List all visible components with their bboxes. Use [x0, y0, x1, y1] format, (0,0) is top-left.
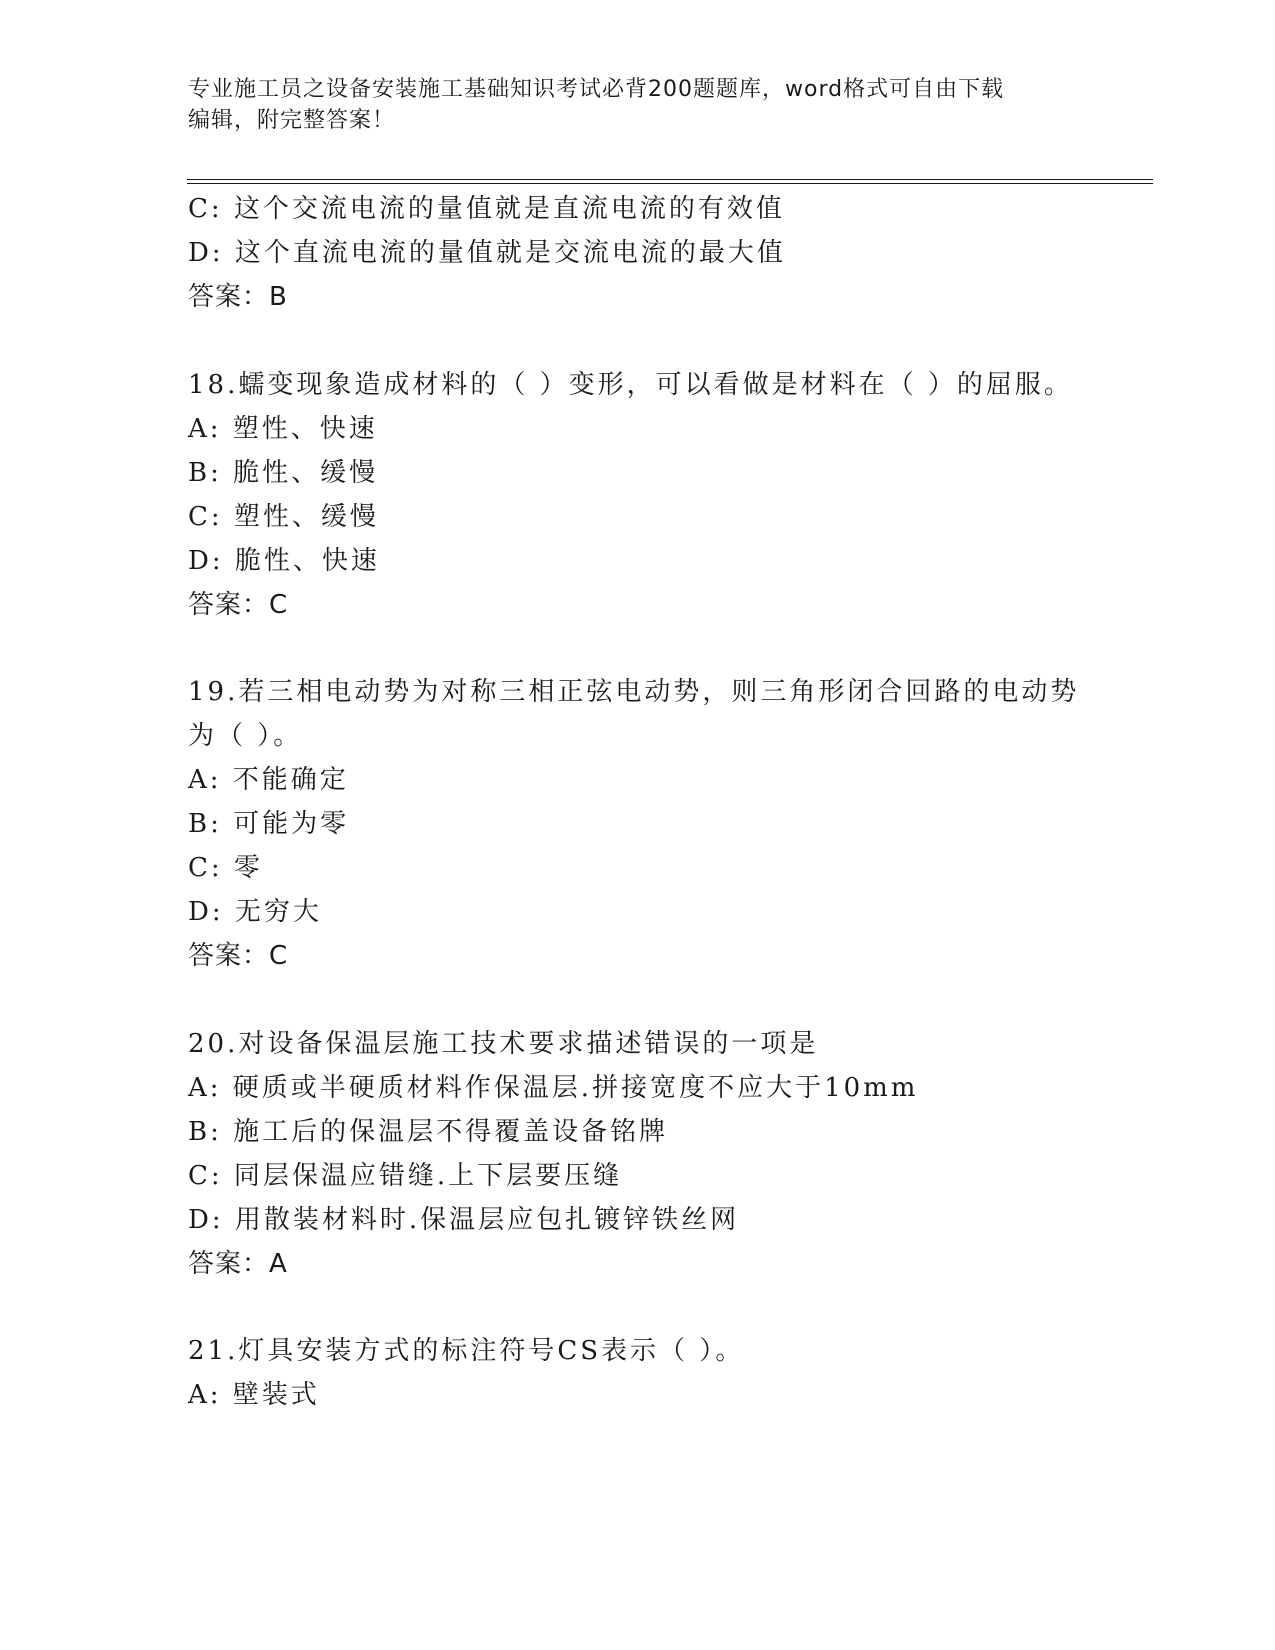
question-19-option-c: C: 零 [188, 853, 263, 883]
question-19-stem: 19.若三相电动势为对称三相正弦电动势，则三角形闭合回路的电动势 [188, 677, 1080, 707]
question-18-option-a: A: 塑性、快速 [188, 414, 378, 444]
question-20-option-a: A: 硬质或半硬质材料作保温层.拼接宽度不应大于10mm [188, 1073, 919, 1103]
header-line-1: 专业施工员之设备安装施工基础知识考试必背200题题库，word格式可自由下载 [188, 77, 1005, 102]
question-18-option-b: B: 脆性、缓慢 [188, 458, 379, 488]
option-d: D: 这个直流电流的量值就是交流电流的最大值 [188, 238, 786, 268]
question-18-stem: 18.蠕变现象造成材料的（ ）变形，可以看做是材料在（ ）的屈服。 [188, 370, 1073, 400]
question-18-option-d: D: 脆性、快速 [188, 546, 380, 576]
document-header [188, 74, 1088, 136]
question-20-option-d: D: 用散装材料时.保温层应包扎镀锌铁丝网 [188, 1205, 740, 1235]
question-18-option-c: C: 塑性、缓慢 [188, 502, 379, 532]
question-20-stem: 20.对设备保温层施工技术要求描述错误的一项是 [188, 1029, 819, 1059]
question-20-option-c: C: 同层保温应错缝.上下层要压缝 [188, 1161, 623, 1191]
header-divider-top [187, 179, 1153, 180]
question-18-answer: 答案：C [188, 590, 289, 620]
answer-line: 答案：B [188, 282, 288, 312]
question-21-option-a: A: 壁装式 [188, 1380, 320, 1410]
question-19-stem-continued: 为（ ）。 [188, 721, 303, 751]
question-20-option-b: B: 施工后的保温层不得覆盖设备铭牌 [188, 1117, 669, 1147]
question-19-option-a: A: 不能确定 [188, 765, 349, 795]
question-19-answer: 答案：C [188, 941, 289, 971]
question-21-stem: 21.灯具安装方式的标注符号CS表示（ ）。 [188, 1336, 745, 1366]
option-c: C: 这个交流电流的量值就是直流电流的有效值 [188, 194, 785, 224]
question-20-answer: 答案：A [188, 1249, 288, 1279]
question-19-option-b: B: 可能为零 [188, 809, 350, 839]
header-divider-bottom [187, 183, 1153, 184]
header-line-2: 编辑，附完整答案！ [188, 108, 396, 133]
question-19-option-d: D: 无穷大 [188, 897, 322, 927]
